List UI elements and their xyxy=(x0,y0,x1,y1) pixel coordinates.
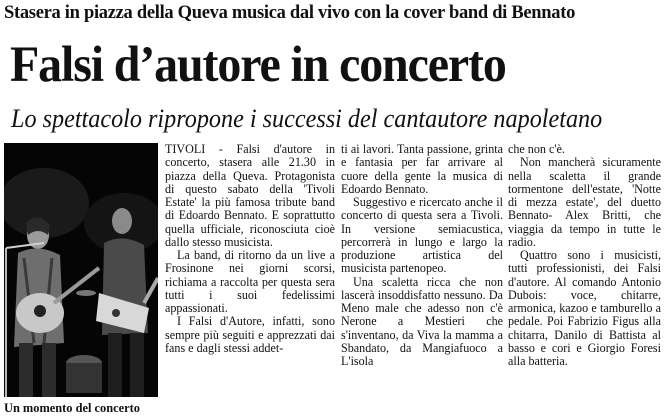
article-headline: Falsi d’autore in concerto xyxy=(10,37,506,93)
article-column-2 xyxy=(341,143,503,368)
paragraph: Quattro sono i musicisti, tutti professionisti, dei Falsi d'autore. Al comando Antonio Dubois: voce, chitarre, armonica, kazoo e tamburello a pedale. Poi Fabrizio Figus alla chitarra, Danilo di Battista al basso e cori e Giorgio Foresi alla batteria. xyxy=(508,248,661,368)
concert-photo xyxy=(4,143,158,397)
paragraph: La band, di ritorno da un live a Frosinone nei giorni scorsi, richiama a raccolta per questa sera tutti i suoi fedelissimi appassionati. xyxy=(165,248,335,315)
paragraph: ti ai lavori. Tanta passione, grinta e fantasia per far arrivare al cuore della gente la musica di Edoardo Bennato. xyxy=(341,142,503,196)
article-column-3 xyxy=(508,143,661,368)
paragraph: I Falsi d'Autore, infatti, sono sempre più seguiti e apprezzati dai fans e dagli stessi addet- xyxy=(165,314,335,355)
paragraph: Non mancherà sicuramente nella scaletta il grande tormentone dell'estate, 'Notte di mezza estate', del duetto Bennato- Alex Britti, che viaggia da tempo in tutte le radio. xyxy=(508,155,661,249)
article-subheadline: Lo spettacolo ripropone i successi del cantautore napoletano xyxy=(11,104,603,133)
article-kicker: Stasera in piazza della Queva musica dal vivo con la cover band di Bennato xyxy=(4,3,576,23)
paragraph: Una scaletta ricca che non lascerà insoddisfatto nessuno. Da Meno male che adesso non c'è Nerone a Mestieri che s'inventano, da Viva la mamma a Sbandato, da Mangiafuoco a L'isola xyxy=(341,274,503,368)
paragraph: TIVOLI - Falsi d'autore in concerto, stasera alle 21.30 in piazza della Queva. Protagonista di questo sabato della 'Tivoli Estate' la più famosa tribute band di Edoardo Bennato. E soprattutto quella ufficiale, riconosciuta cioè dallo stesso musicista. xyxy=(165,142,335,249)
paragraph: che non c'è. xyxy=(508,142,565,156)
paragraph: Suggestivo e ricercato anche il concerto di questa sera a Tivoli. In versione semiacustica, percorrerà in lungo e largo la produzione artistica del musicista partenopeo. xyxy=(341,195,503,276)
article-column-1 xyxy=(165,143,335,355)
photo-caption: Un momento del concerto xyxy=(4,401,140,415)
